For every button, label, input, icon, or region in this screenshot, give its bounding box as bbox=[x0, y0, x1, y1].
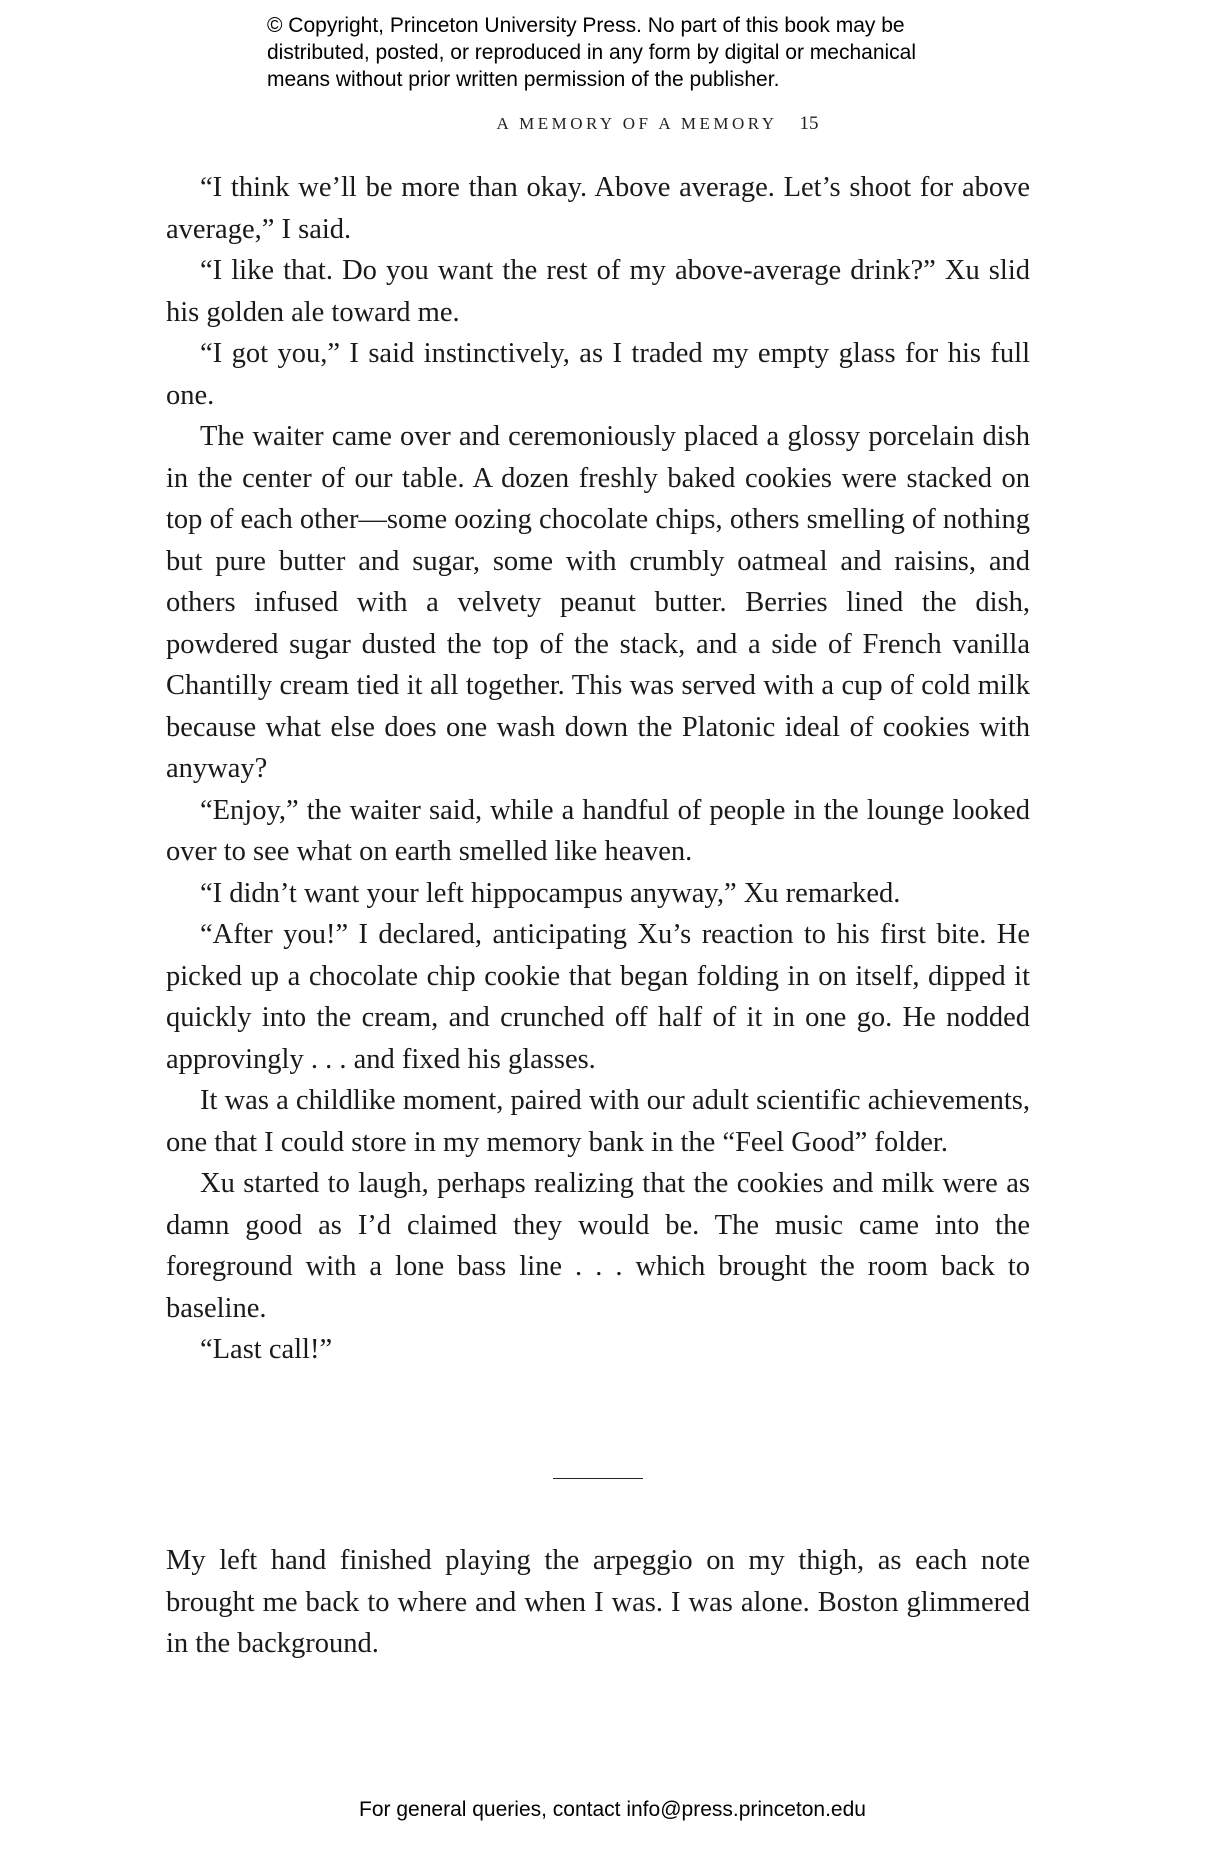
copyright-line-3: means without prior written permission of the publisher. bbox=[267, 68, 780, 91]
running-head bbox=[0, 113, 1225, 135]
paragraph-6: “I didn’t want your left hippocampus anyway,” Xu remarked. bbox=[200, 877, 901, 909]
footer-contact: For general queries, contact info@press.princeton.edu bbox=[359, 1798, 866, 1821]
running-head-title: A MEMORY OF A MEMORY bbox=[496, 114, 778, 133]
paragraph-9: Xu started to laugh, perhaps realizing that the cookies and milk were as damn good as I’d claimed they would be. The music came into the foreground with a lone bass line . . . which brought the room back to baseline. bbox=[166, 1168, 1030, 1324]
paragraph-1: “I think we’ll be more than okay. Above average. Let’s shoot for above average,” I said. bbox=[166, 172, 1030, 245]
paragraph-7: “After you!” I declared, anticipating Xu’s reaction to his first bite. He picked up a chocolate chip cookie that began folding in on itself, dipped it quickly into the cream, and crunched off half of it in one go. He nodded approvingly . . . and fixed his glasses. bbox=[166, 919, 1030, 1075]
paragraph-4: The waiter came over and ceremoniously placed a glossy porcelain dish in the center of our table. A dozen freshly baked cookies were stacked on top of each other—some oozing chocolate chips, others smelling of nothing but pure butter and sugar, some with crumbly oatmeal and raisins, and others infused with a velvety peanut butter. Berries lined the dish, powdered sugar dusted the top of the stack, and a side of French vanilla Chantilly cream tied it all together. This was served with a cup of cold milk because what else does one wash down the Platonic ideal of cookies with anyway? bbox=[166, 421, 1030, 784]
paragraph-10: “Last call!” bbox=[200, 1334, 333, 1365]
body-text bbox=[166, 167, 1030, 1371]
paragraph-8: It was a childlike moment, paired with our adult scientific achievements, one that I could store in my memory bank in the “Feel Good” folder. bbox=[166, 1085, 1030, 1158]
after-break-text bbox=[166, 1540, 1030, 1665]
paragraph-after-break: My left hand finished playing the arpeggio on my thigh, as each note brought me back to where and when I was. I was alone. Boston glimmered in the background. bbox=[166, 1545, 1030, 1659]
paragraph-3: “I got you,” I said instinctively, as I traded my empty glass for his full one. bbox=[166, 338, 1030, 411]
page-number: 15 bbox=[799, 113, 819, 134]
paragraph-2: “I like that. Do you want the rest of my above-average drink?” Xu slid his golden ale toward me. bbox=[166, 255, 1030, 328]
copyright-line-1: © Copyright, Princeton University Press. No part of this book may be bbox=[267, 14, 905, 37]
copyright-line-2: distributed, posted, or reproduced in any form by digital or mechanical bbox=[267, 41, 917, 64]
copyright-notice bbox=[267, 12, 1027, 93]
section-break-rule bbox=[553, 1478, 643, 1479]
paragraph-5: “Enjoy,” the waiter said, while a handful of people in the lounge looked over to see what on earth smelled like heaven. bbox=[166, 794, 1030, 867]
